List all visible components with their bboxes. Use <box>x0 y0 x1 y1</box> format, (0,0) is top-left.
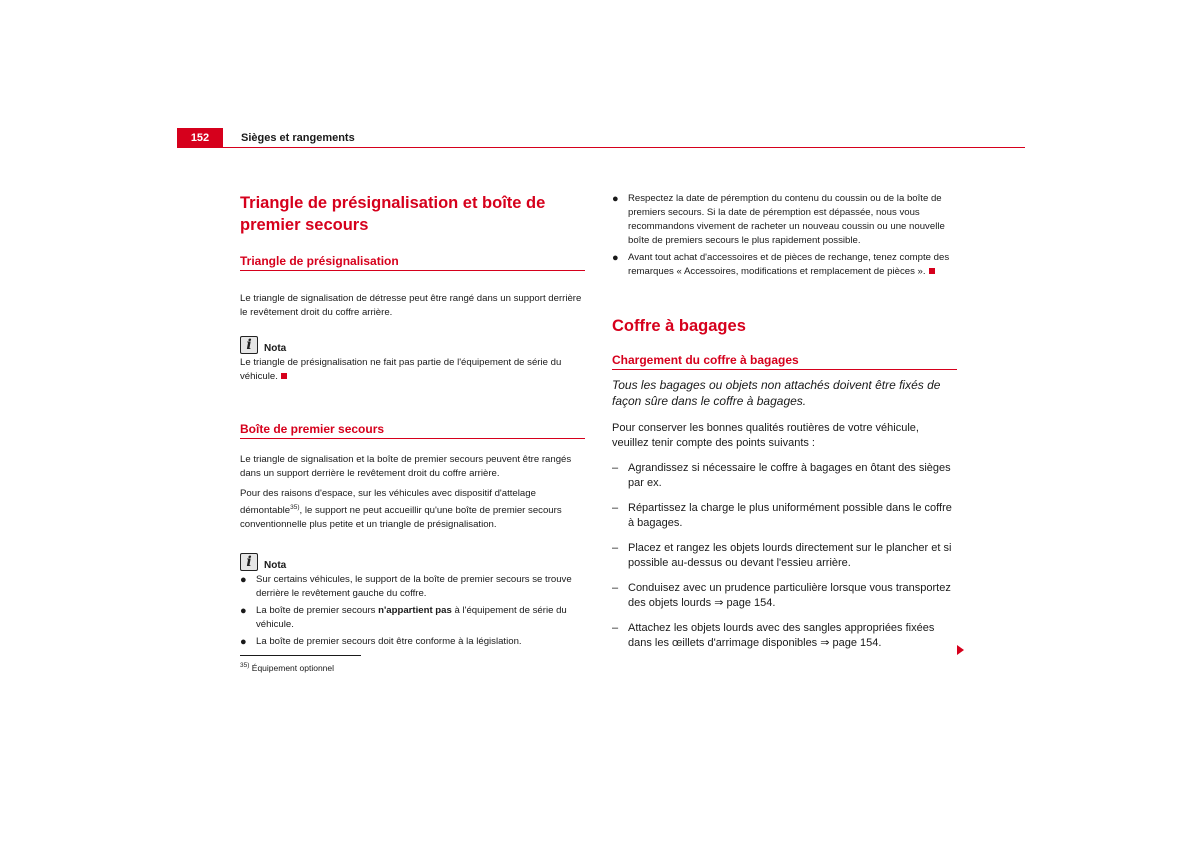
list-item: ● La boîte de premier secours n'appartient pas à l'équipement de série du véhicule. <box>240 605 567 631</box>
list-item: – Répartissez la charge le plus uniformément possible dans le coffre à bagages. <box>612 502 952 529</box>
dash-list <box>612 461 957 651</box>
paragraph-first-aid-1: Le triangle de signalisation et la boîte de premier secours peuvent être rangés dans un support derrière le revêtement droit du coffre arrière. <box>240 454 572 479</box>
list-item: – Agrandissez si nécessaire le coffre à bagages en ôtant des sièges par ex. <box>612 462 951 489</box>
list-item: ● La boîte de premier secours doit être conforme à la législation. <box>240 636 522 649</box>
list-item: – Conduisez avec un prudence particulière lorsque vous transportez des objets lourds ⇒ page 154. <box>612 582 951 609</box>
footnote: $^{35)}$ Équipement optionnel <box>240 662 335 673</box>
footnote-rule <box>240 655 361 656</box>
list-item: ● Avant tout achat d'accessoires et de pièces de rechange, tenez compte des remarques « Accessoires, modifications et remplacement de pièces ». <box>612 252 950 277</box>
note-header <box>240 553 585 571</box>
paragraph-first-aid-2: Pour des raisons d'espace, sur les véhicules avec dispositif d'attelage démontable$^{35)}$, le support ne peut accueillir qu'une boîte de premier secours conventionnelle plus petite et un triangle de présignalisation. <box>240 488 562 531</box>
bullet-icon: ● <box>240 574 247 587</box>
header-rule <box>223 147 1025 148</box>
footnote-reference: 35) <box>290 504 300 511</box>
section-title-luggage: Coffre à bagages <box>612 317 746 335</box>
note-label: Nota <box>264 560 287 572</box>
list-item: ● Respectez la date de péremption du contenu du coussin ou de la boîte de premiers secours. Si la date de péremption est dépassée, nous vous recommandons vivement de racheter un nouveau coussin ou une nouvelle boîte de premiers secours le plus rapidement possible. <box>612 193 945 246</box>
paragraph-loading: Pour conserver les bonnes qualités routières de votre véhicule, veuillez tenir compte des points suivants : <box>612 422 919 449</box>
end-mark-icon <box>929 268 935 274</box>
note-label: Nota <box>264 343 287 354</box>
section-title-triangle-first-aid: Triangle de présignalisation et boîte de premier secours <box>240 194 546 234</box>
subsection-title-first-aid: Boîte de premier secours <box>240 422 585 439</box>
list-item: – Attachez les objets lourds avec des sangles appropriées fixées dans les œillets d'arrimage disponibles ⇒ page 154. <box>612 622 935 649</box>
info-icon: i <box>240 553 258 571</box>
page-number: 152 <box>177 128 223 148</box>
chapter-title: Sièges et rangements <box>241 132 355 144</box>
bullet-icon: ● <box>612 193 619 205</box>
subsection-title-loading: Chargement du coffre à bagages <box>612 353 957 370</box>
right-column <box>612 192 957 651</box>
continue-arrow-icon <box>957 645 964 655</box>
list-item: – Placez et rangez les objets lourds directement sur le plancher et si possible au-dessus ou devant l'essieu arrière. <box>612 542 952 569</box>
list-item: ● Sur certains véhicules, le support de la boîte de premier secours se trouve derrière le revêtement gauche du coffre. <box>240 574 572 600</box>
info-icon: i <box>240 336 258 354</box>
subsection-title-triangle: Triangle de présignalisation <box>240 254 585 271</box>
bullet-icon: ● <box>240 636 247 649</box>
bullet-icon: ● <box>612 252 619 264</box>
note-header <box>240 336 585 354</box>
left-column <box>240 192 585 649</box>
note-box-1 <box>240 336 585 384</box>
intro-text: Tous les bagages ou objets non attachés doivent être fixés de façon sûre dans le coffre à bagages. <box>612 378 941 408</box>
paragraph-triangle: Le triangle de signalisation de détresse peut être rangé dans un support derrière le revêtement droit du coffre arrière. <box>240 293 582 318</box>
bullet-icon: ● <box>240 605 247 618</box>
end-mark-icon <box>281 373 287 379</box>
note-text: Le triangle de présignalisation ne fait pas partie de l'équipement de série du véhicule. <box>240 357 562 382</box>
note-box-2 <box>240 553 585 649</box>
